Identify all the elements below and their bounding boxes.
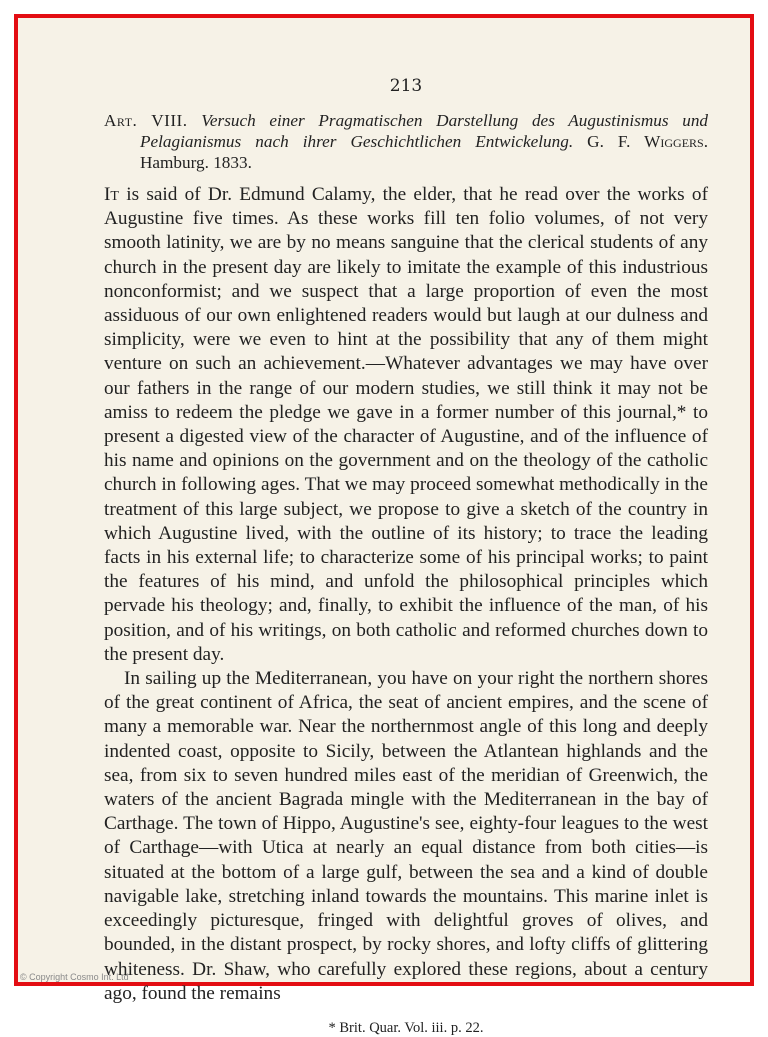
paragraph-text: In sailing up the Mediterranean, you have on your right the northern shores of the great continent of Africa, the seat of ancient empires, and the scene of many a memorable war. Near the northernmost angle of this long and deeply indented coast, opposite to Sicily, between the Atlantean highlands and the sea, from six to seven hundred miles east of the meridian of Greenwich, the waters of the ancient Bagrada mingle with the Mediterranean in the bay of Carthage. The town of Hippo, Augustine's see, eighty-four leagues to the west of Carthage—with Utica at nearly an equal distance from both cities—is situated at the bottom of a large gulf, between the sea and a kind of double navigable lake, stretching inland towards the mountains. This marine inlet is exceedingly picturesque, fringed with delightful groves of olives, and bounded, in the distant prospect, by rocky shores, and lofty cliffs of glittering whiteness. Dr. Shaw, who carefully explored these regions, about a century ago, found the remains (104, 668, 708, 1004)
paragraph-lead-word: It (104, 184, 119, 205)
paragraph-1 (104, 183, 708, 667)
page-frame (14, 14, 754, 1036)
paragraph-2 (104, 667, 708, 1006)
article-title: Versuch einer Pragmatischen Darstellung des Augustinismus und Pelagianismus nach ihrer Geschichtlichen Entwickelung. (140, 111, 709, 151)
footnote: * Brit. Quar. Vol. iii. p. 22. (328, 1019, 484, 1036)
article-author: G. F. Wiggers. (587, 132, 708, 151)
book-page (104, 76, 708, 1037)
paragraph-text: is said of Dr. Edmund Calamy, the elder, that he read over the works of Augustine five times. As these works fill ten folio volumes, of not very smooth latinity, we are by no means sanguine that the clerical students of any church in the present day are likely to imitate the example of this industrious nonconformist; and we suspect that a large proportion of even the most assiduous of our own enlightened readers would but laugh at our dulness and simplicity, were we even to hint at the possibility that any of them might venture on such an achievement.—Whatever advantages we may have over our fathers in the range of our modern studies, we still think it may not be amiss to redeem the pledge we gave in a former number of this journal,* to present a digested view of the character of Augustine, and of the influence of his name and opinions on the government and on the theology of the catholic church in following ages. That we may proceed somewhat methodically in the treatment of this large subject, we propose to give a sketch of the country in which Augustine lived, with the outline of its history; to trace the leading facts in his external life; to characterize some of his principal works; to paint the features of his mind, and unfold the philosophical principles which pervade his theology; and, finally, to exhibit the influence of the man, of his position, and of his writings, on both catholic and reformed churches down to the present day. (104, 184, 708, 665)
article-label: Art. VIII. (104, 111, 188, 130)
article-place-year: Hamburg. 1833. (140, 153, 252, 172)
article-heading (104, 110, 708, 173)
copyright-watermark: © Copyright Cosmo Int. Ltd (20, 972, 129, 982)
page-number: 213 (389, 76, 423, 96)
article-body (104, 183, 708, 1006)
